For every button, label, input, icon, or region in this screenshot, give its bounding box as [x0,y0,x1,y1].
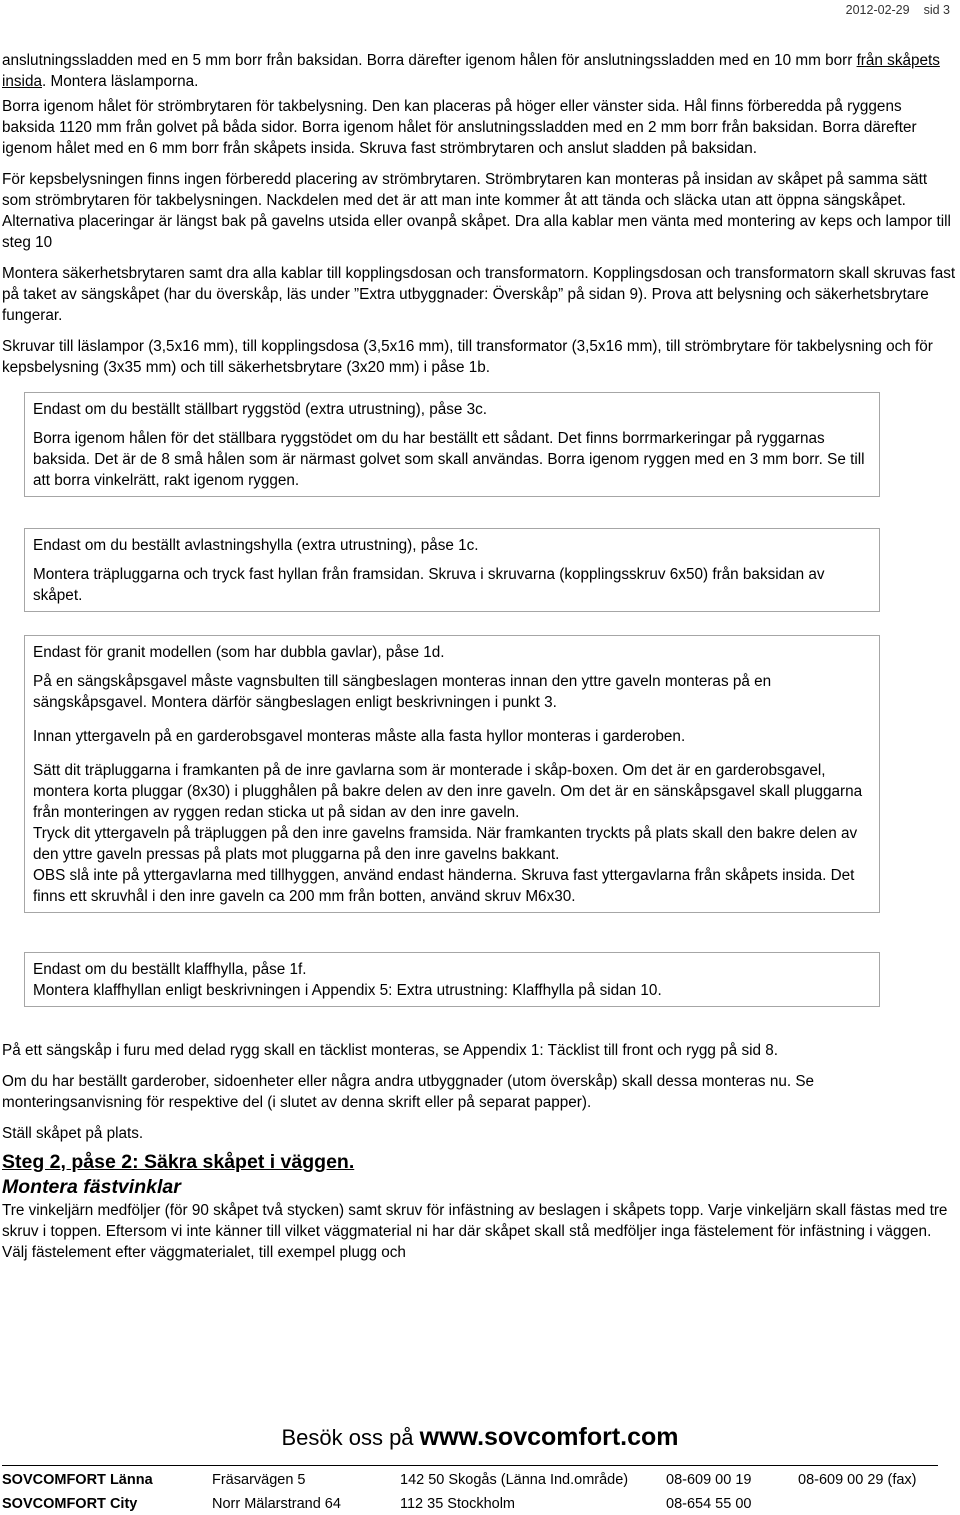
intro-paragraph-1 [2,50,956,92]
box3-title: Endast för granit modellen (som har dubbla gavlar), påse 1d. [33,644,445,661]
box3-paragraph-3: Sätt dit träpluggarna i framkanten på de inre gavlarna som är monterade i skåp-boxen. Om det är en garderobsgavel, montera korta pluggar (8x30) i plugghålen på bakre delen av den inre gaveln. Om det är en sänskåpsgavel skall pluggarna från monteringen av ryggen redan sticka ut på sidan av den inre gaveln. [33,762,863,821]
box3-paragraph-4: Tryck dit yttergaveln på träpluggen på den inre gavelns framsida. När framkanten tryckts på plats skall den bakre delen av den yttre gaveln pressas på plats mot pluggarna på den inre gavelns bakkant. [33,825,858,863]
intro-p1-text-b: . Montera läslamporna. [41,73,199,90]
after-paragraph-3: Ställ skåpet på plats. [2,1125,144,1142]
step-text: Tre vinkeljärn medföljer (för 90 skåpet två stycken) samt skruv för infästning av beslagen i skåpets topp. Varje vinkeljärn skall fästas med tre skruv i toppen. Eftersom vi inte känner till vilket väggmaterial ni har där skåpet skall stå medföljer inga fästelement för infästning i väggen. Välj fästelement efter väggmaterialet, till exempel plugg och [2,1202,948,1261]
info-box-adjustable-backrest [24,392,880,497]
footer-row-city [0,1494,960,1514]
website-promo [0,1423,960,1452]
footer-phone: 08-654 55 00 [666,1496,752,1512]
intro-paragraph-5: Skruvar till läslampor (3,5x16 mm), till kopplingsdosa (3,5x16 mm), till transformator (3,5x16 mm), till strömbrytare för takbelysning och för kepsbelysning (3x35 mm) och till säkerhetsbrytare (3x20 mm) i påse 1b. [2,338,933,376]
footer-company-name: SOVCOMFORT City [2,1496,138,1512]
box2-title: Endast om du beställt avlastningshylla (extra utrustning), påse 1c. [33,537,479,554]
info-box-relief-shelf [24,528,880,612]
box3-paragraph-1: På en sängskåpsgavel måste vagnsbulten till sängbeslagen monteras innan den yttre gaveln monteras på en sängskåpsgavel. Montera därför sängbeslagen enligt beskrivningen i punkt 3. [33,673,772,711]
footer-fax: 08-609 00 29 (fax) [798,1472,917,1488]
website-url[interactable]: www.sovcomfort.com [419,1423,679,1451]
box3-paragraph-5: OBS slå inte på yttergavlarna med tillhyggen, använd endast händerna. Skruva fast yttergavlarna från skåpets insida. Det finns ett skruvhål i den inre gaveln ca 200 mm från botten, använd skruv M6x30. [33,867,855,905]
footer-street: Norr Mälarstrand 64 [212,1496,341,1512]
footer-street: Fräsarvägen 5 [212,1472,306,1488]
intro-paragraph-3: För kepsbelysningen finns ingen förberedd placering av strömbrytaren. Strömbrytaren kan monteras på insidan av skåpet på samma sätt som strömbrytaren för takbelysningen. Nackdelen med det är att man inte kommer åt att tända och släcka utan att öppna sängskåpet. Alternativa placeringar är längst bak på gavelns utsida eller ovanpå skåpet. Dra alla kablar men vänta med montering av keps och lampor till steg 10 [2,171,951,251]
footer-postal: 142 50 Skogås (Länna Ind.område) [400,1472,629,1488]
footer-phone: 08-609 00 19 [666,1472,752,1488]
page-footer [0,1465,960,1514]
box3-paragraph-2: Innan yttergaveln på en garderobsgavel monteras måste alla fasta hyllor monteras i garderoben. [33,728,686,745]
intro-paragraph-4: Montera säkerhetsbrytaren samt dra alla kablar till kopplingsdosan och transformatorn. Kopplingsdosan och transformatorn skall skruvas fast på taket av sängskåpet (har du överskåp, läs under ”Extra utbyggnader: Överskåp” på sidan 9). Prova att belysning och säkerhetsbrytare fungerar. [2,265,956,324]
footer-row-lanna [0,1470,960,1490]
step-subheading: Montera fästvinklar [2,1176,181,1198]
step-heading: Steg 2, påse 2: Säkra skåpet i väggen. [2,1151,355,1173]
footer-divider [2,1465,938,1466]
after-paragraph-1: På ett sängskåp i furu med delad rygg skall en täcklist monteras, se Appendix 1: Täcklist till front och rygg på sid 8. [2,1042,779,1059]
page-header [832,0,950,21]
intro-p1-text-a: anslutningssladden med en 5 mm borr från baksidan. Borra därefter igenom hålen för anslutningssladden med en 10 mm borr [2,52,857,69]
info-box-flap-shelf [24,952,880,1007]
website-prefix: Besök oss på [281,1425,414,1450]
box1-text: Borra igenom hålen för det ställbara ryggstödet om du har beställt ett sådant. Det finns borrmarkeringar på ryggarnas baksida. Det är de 8 små hålen som är närmast golvet som skall användas. Borra igenom ryggen med en 3 mm borr. Se till att borra vinkelrätt, rakt igenom ryggen. [33,430,865,489]
footer-postal: 112 35 Stockholm [400,1496,515,1512]
header-date: 2012-02-29 [845,3,910,17]
box1-title: Endast om du beställt ställbart ryggstöd (extra utrustning), påse 3c. [33,401,488,418]
document-body [2,50,956,1273]
footer-company-name: SOVCOMFORT Länna [2,1472,153,1488]
box4-text: Montera klaffhyllan enligt beskrivningen i Appendix 5: Extra utrustning: Klaffhylla på sidan 10. [33,982,662,999]
box2-text: Montera träpluggarna och tryck fast hyllan från framsidan. Skruva i skruvarna (kopplingsskruv 6x50) från baksidan av skåpet. [33,566,825,604]
info-box-granite-model [24,635,880,913]
box4-title: Endast om du beställt klaffhylla, påse 1f. [33,961,307,978]
intro-paragraph-2: Borra igenom hålet för strömbrytaren för takbelysning. Den kan placeras på höger eller vänster sida. Hål finns förberedda på ryggens baksida 1120 mm från golvet på båda sidor. Borra igenom hålet för anslutningssladden med en 2 mm borr från baksidan. Borra därefter igenom hålet med en 6 mm borr från skåpets insida. Skruva fast strömbrytaren och anslut sladden på baksidan. [2,98,917,157]
intro-p1-underlined: från skåpets insida [2,52,940,90]
header-page-number: sid 3 [923,3,950,17]
after-paragraph-2: Om du har beställt garderober, sidoenheter eller några andra utbyggnader (utom överskåp) skall dessa monteras nu. Se monteringsanvisning för respektive del (i slutet av denna skrift eller på separat papper). [2,1073,815,1111]
